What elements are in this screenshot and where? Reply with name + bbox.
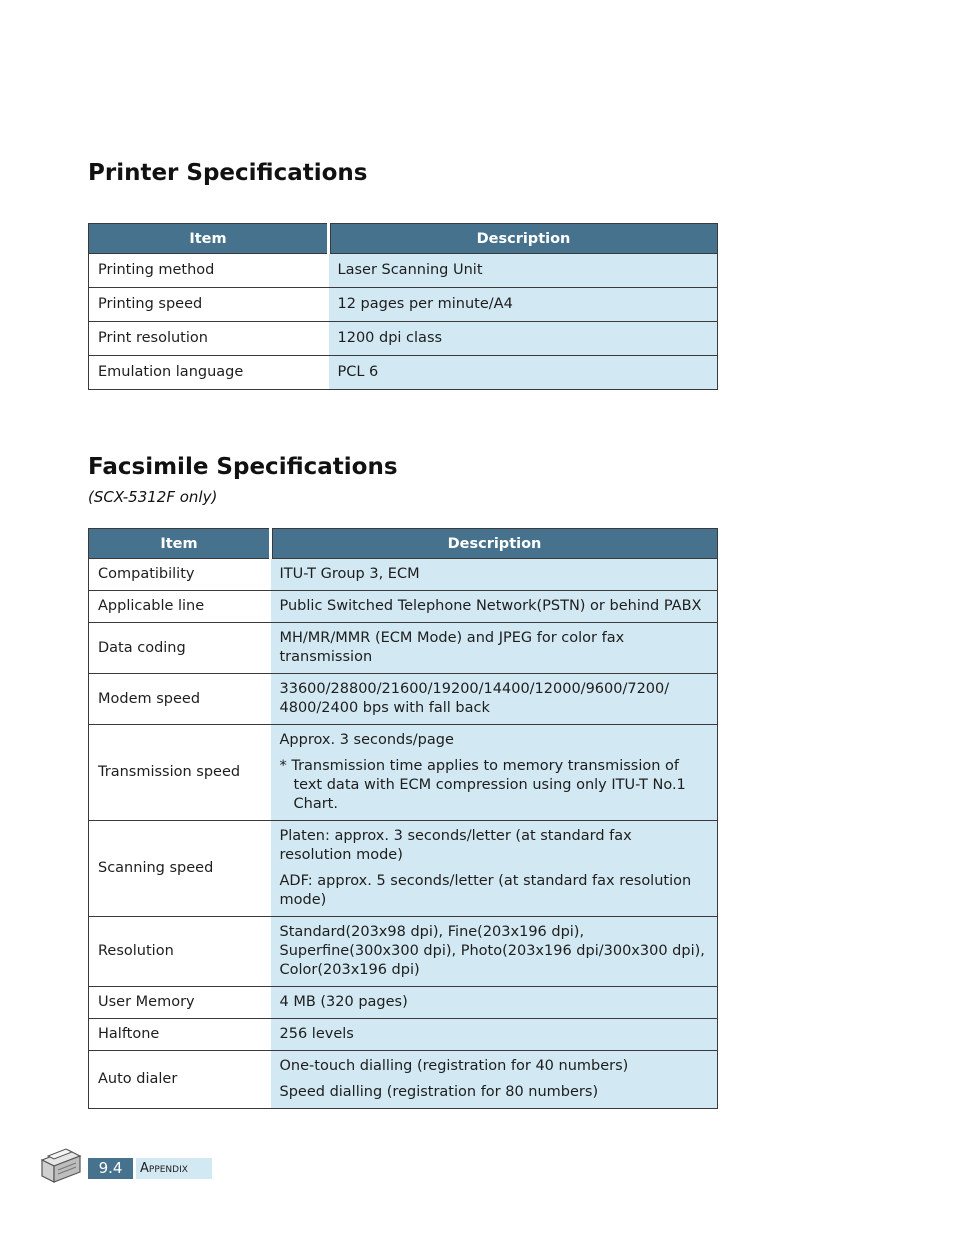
description-line: ITU-T Group 3, ECM [279,566,420,582]
spec-item-cell: Transmission speed [89,725,271,821]
description-column-header: Description [329,224,718,254]
spec-description-cell [271,821,718,917]
description-line: ADF: approx. 5 seconds/letter (at standard fax resolution mode) [279,873,692,908]
printer-specs-title: Printer Specifications [88,160,368,186]
spec-item-cell: Modem speed [89,674,271,725]
spec-item-cell: Emulation language [89,356,329,390]
description-line: 256 levels [279,1026,354,1042]
table-row [89,1051,718,1109]
description-line: PCL 6 [337,364,379,380]
item-column-header: Item [89,224,329,254]
spec-item-cell: Printing speed [89,288,329,322]
description-line: Platen: approx. 3 seconds/letter (at standard fax resolution mode) [279,828,632,863]
spec-item-cell: Halftone [89,1019,271,1051]
spec-item-cell: Applicable line [89,591,271,623]
item-column-header: Item [89,529,271,559]
spec-item-cell: Data coding [89,623,271,674]
fax-specs-title: Facsimile Specifications [88,454,398,480]
spec-item-cell: Auto dialer [89,1051,271,1109]
table-row [89,821,718,917]
spec-item-cell: Printing method [89,254,329,288]
table-row [89,288,718,322]
description-line: Laser Scanning Unit [337,262,483,278]
spec-description-cell [329,288,718,322]
spec-description-cell [329,254,718,288]
spec-description-cell [271,559,718,591]
spec-description-cell [271,623,718,674]
description-line: MH/MR/MMR (ECM Mode) and JPEG for color fax transmission [279,630,625,665]
spec-item-cell: Scanning speed [89,821,271,917]
spec-description-cell [271,591,718,623]
description-line: 1200 dpi class [337,330,443,346]
table-row [89,322,718,356]
description-column-header: Description [271,529,718,559]
description-line: 12 pages per minute/A4 [337,296,513,312]
spec-description-cell [271,1019,718,1051]
description-line: * Transmission time applies to memory transmission of text data with ECM compression using only ITU-T No.1 Chart. [279,758,686,812]
description-line: 4 MB (320 pages) [279,994,408,1010]
spec-description-cell [329,356,718,390]
description-line: Standard(203x98 dpi), Fine(203x196 dpi), Superfine(300x300 dpi), Photo(203x196 dpi/300x300 dpi), Color(203x196 dpi) [279,924,705,978]
spec-description-cell [271,725,718,821]
printer-icon [38,1144,84,1186]
fax-specs-subtitle: (SCX-5312F only) [88,488,218,506]
table-row [89,987,718,1019]
page-number: 9.4 [88,1158,133,1179]
spec-description-cell [271,917,718,987]
description-line: Speed dialling (registration for 80 numbers) [279,1084,599,1100]
table-row [89,623,718,674]
description-line: Public Switched Telephone Network(PSTN) or behind PABX [279,598,702,614]
table-row [89,725,718,821]
spec-item-cell: User Memory [89,987,271,1019]
spec-item-cell: Resolution [89,917,271,987]
table-row [89,1019,718,1051]
table-row [89,254,718,288]
table-header-row [89,224,718,254]
table-row [89,356,718,390]
description-line: Approx. 3 seconds/page [279,732,454,748]
spec-description-cell [271,674,718,725]
description-line: 33600/28800/21600/19200/14400/12000/9600/7200/ 4800/2400 bps with fall back [279,681,670,716]
section-label: Appendix [136,1158,212,1179]
table-row [89,917,718,987]
spec-item-cell: Print resolution [89,322,329,356]
fax-specs-table [88,528,718,1109]
table-header-row [89,529,718,559]
spec-description-cell [271,987,718,1019]
table-row [89,674,718,725]
table-row [89,591,718,623]
printer-specs-table [88,223,718,390]
spec-description-cell [329,322,718,356]
table-row [89,559,718,591]
spec-description-cell [271,1051,718,1109]
spec-item-cell: Compatibility [89,559,271,591]
description-line: One-touch dialling (registration for 40 numbers) [279,1058,629,1074]
